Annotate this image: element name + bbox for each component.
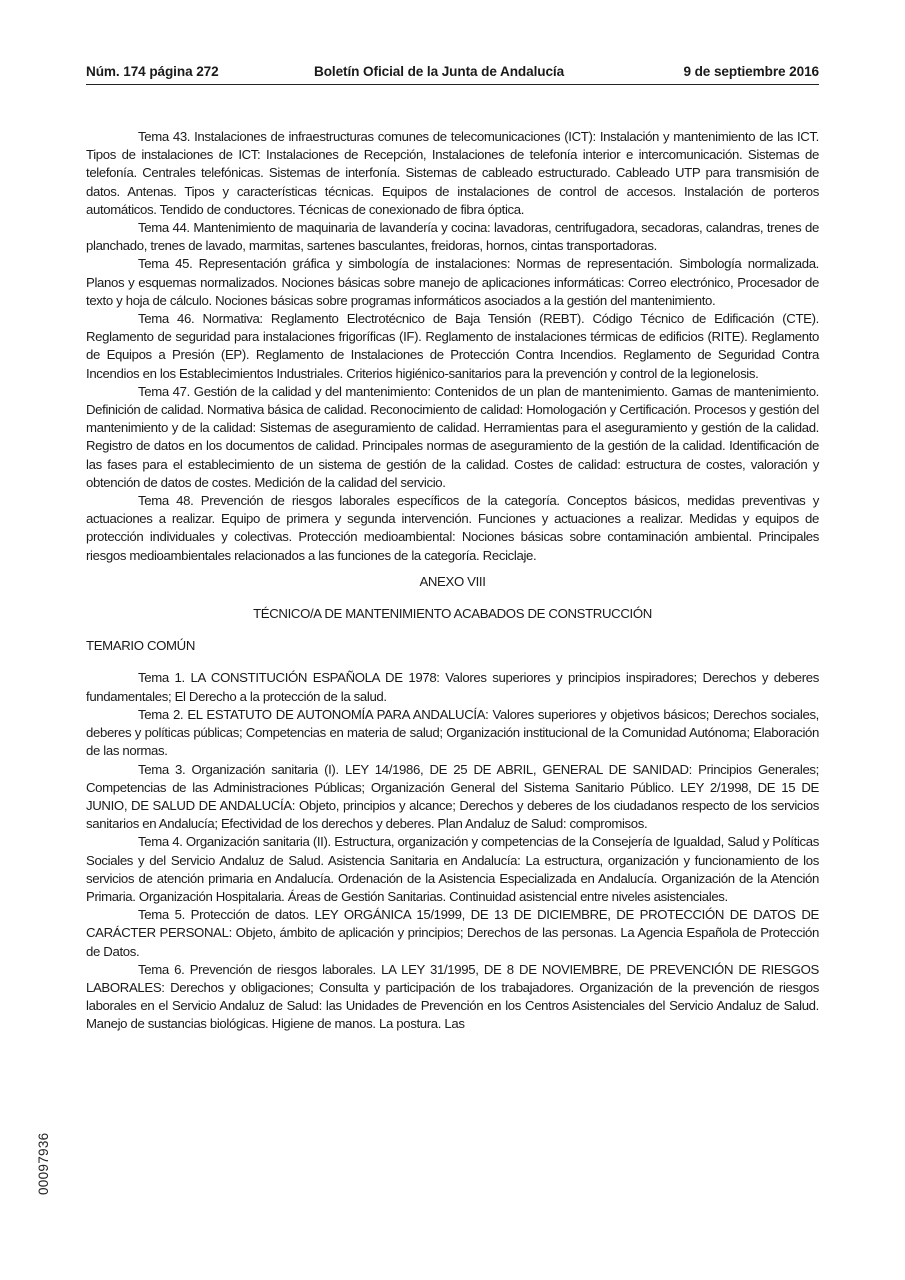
document-code: 00097936 — [36, 1132, 51, 1195]
issue-number: Núm. 174 página 272 — [86, 64, 219, 79]
publication-title: Boletín Oficial de la Junta de Andalucía — [314, 64, 565, 79]
tema-paragraph: Tema 46. Normativa: Reglamento Electrotécnico de Baja Tensión (REBT). Código Técnico de Edificación (CTE). Reglamento de seguridad para instalaciones frigoríficas (IF). Reglamento de instalaciones térmicas de edificios (RITE). Reglamento de Equipos a Presión (EP). Reglamento de Instalaciones de Protección Contra Incendios. Reglamento de Seguridad Contra Incendios en los Establecimientos Industriales. Criterios higiénico-sanitarios para la prevención y control de la legionelosis. — [86, 311, 819, 381]
tema-paragraph: Tema 43. Instalaciones de infraestructuras comunes de telecomunicaciones (ICT): Instalación y mantenimiento de las ICT. Tipos de instalaciones de ICT: Instalaciones de Recepción, Instalaciones de telefonía interior e intercomunicación. Sistemas de telefonía. Centrales telefónicas. Sistemas de interfonía. Sistemas de cableado estructurado. Cableado UTP para transmisión de datos. Antenas. Tipos y características técnicas. Equipos de instalaciones de control de accesos. Instalación de porteros automáticos. Tendido de conductores. Técnicas de conexionado de fibra óptica. — [86, 129, 819, 217]
publication-date: 9 de septiembre 2016 — [683, 64, 819, 79]
document-body — [86, 128, 819, 1034]
tema-paragraph: Tema 48. Prevención de riesgos laborales específicos de la categoría. Conceptos básicos, medidas preventivas y actuaciones a realizar. Equipo de primera y segunda intervención. Funciones y actuaciones a realizar. Medidas y equipos de protección individuales y colectivas. Protección medioambiental: Nociones básicas sobre contaminación ambiental. Principales riesgos medioambientales relacionados a las funciones de la categoría. Reciclaje. — [86, 493, 819, 563]
tema-paragraph: Tema 6. Prevención de riesgos laborales. LA LEY 31/1995, DE 8 DE NOVIEMBRE, DE PREVENCIÓN DE RIESGOS LABORALES: Derechos y obligaciones; Consulta y participación de los trabajadores. Organización de la prevención de riesgos laborales en el Servicio Andaluz de Salud: las Unidades de Prevención en los Centros Asistenciales del Servicio Andaluz de Salud. Manejo de sustancias biológicas. Higiene de manos. La postura. Las — [86, 961, 819, 1032]
tema-paragraph: Tema 5. Protección de datos. LEY ORGÁNICA 15/1999, DE 13 DE DICIEMBRE, DE PROTECCIÓN DE DATOS DE CARÁCTER PERSONAL: Objeto, ámbito de aplicación y principios; Derechos de las personas. La Agencia Española de Protección de Datos. — [86, 907, 819, 959]
tema-paragraph: Tema 3. Organización sanitaria (I). LEY 14/1986, DE 25 DE ABRIL, GENERAL DE SANIDAD: Principios Generales; Competencias de las Administraciones Públicas; Organización General del Sistema Sanitario Público. LEY 2/1998, DE 15 DE JUNIO, DE SALUD DE ANDALUCÍA: Objeto, principios y alcance; Derechos y deberes de los ciudadanos respecto de los servicios sanitarios en Andalucía; Efectividad de los derechos y deberes. Plan Andaluz de Salud: compromisos. — [86, 761, 819, 832]
tema-paragraph: Tema 4. Organización sanitaria (II). Estructura, organización y competencias de la Consejería de Igualdad, Salud y Políticas Sociales y del Servicio Andaluz de Salud. Asistencia Sanitaria en Andalucía: La estructura, organización y funcionamiento de los servicios de atención primaria en Andalucía. Ordenación de la Asistencia Especializada en Andalucía. Organización de la Atención Primaria. Organización Hospitalaria. Áreas de Gestión Sanitarias. Continuidad asistencial entre niveles asistenciales. — [86, 834, 819, 904]
section-heading: TEMARIO COMÚN — [86, 638, 196, 654]
annex-heading: ANEXO VIII — [419, 573, 486, 589]
tema-paragraph: Tema 44. Mantenimiento de maquinaria de lavandería y cocina: lavadoras, centrifugadora, secadoras, calandras, trenes de planchado, trenes de lavado, marmitas, sartenes basculantes, freidoras, hornos, cintas transportadoras. — [86, 220, 819, 254]
tema-paragraph: Tema 45. Representación gráfica y simbología de instalaciones: Normas de representación. Simbología normalizada. Planos y esquemas normalizados. Nociones básicas sobre manejo de aplicaciones informáticas: Correo electrónico, Procesador de texto y hoja de cálculo. Nociones básicas sobre programas informáticos asociados a la gestión del mantenimiento. — [86, 256, 819, 308]
tema-paragraph: Tema 47. Gestión de la calidad y del mantenimiento: Contenidos de un plan de mantenimiento. Gamas de mantenimiento. Definición de calidad. Normativa básica de calidad. Reconocimiento de calidad: Homologación y Certificación. Procesos y gestión del mantenimiento y de la calidad: Sistemas de aseguramiento de calidad. Herramientas para el aseguramiento y gestión de la calidad. Registro de datos en los documentos de calidad. Principales normas de aseguramiento de la gestión de la calidad. Identificación de las fases para el establecimiento de un sistema de gestión de la calidad. Costes de calidad: estructura de costes, valoración y obtención de datos de costes. Medición de la calidad del servicio. — [86, 383, 819, 490]
page-header — [86, 62, 819, 85]
annex-title: TÉCNICO/A DE MANTENIMIENTO ACABADOS DE CONSTRUCCIÓN — [253, 606, 652, 622]
tema-paragraph: Tema 1. LA CONSTITUCIÓN ESPAÑOLA DE 1978: Valores superiores y principios inspiradores; Derechos y deberes fundamentales; El Derecho a la protección de la salud. — [86, 670, 819, 704]
tema-paragraph: Tema 2. EL ESTATUTO DE AUTONOMÍA PARA ANDALUCÍA: Valores superiores y objetivos básicos; Derechos sociales, deberes y políticas públicas; Competencias en materia de salud; Organización institucional de la Comunidad Autónoma; Elaboración de las normas. — [86, 706, 819, 759]
